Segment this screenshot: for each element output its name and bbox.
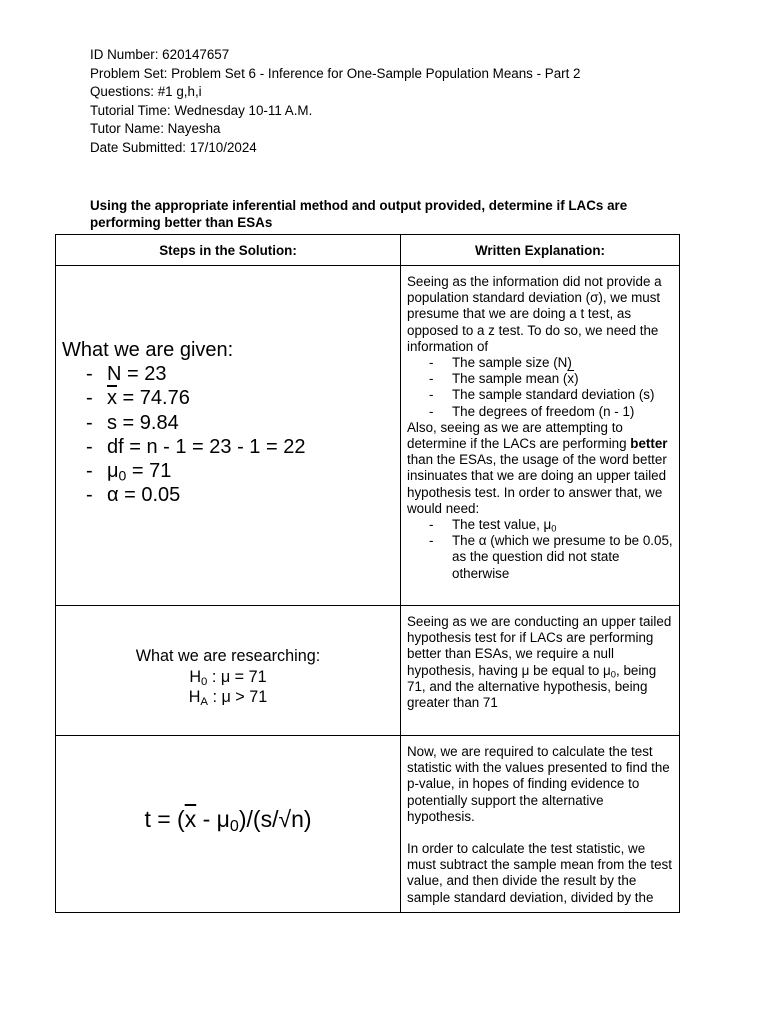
explanation-paragraph: Now, we are required to calculate the test statistic with the values presented to find the p-value, in hopes of finding evidence to potentially support the alternative hypothesis. (407, 744, 670, 824)
given-list (62, 362, 305, 507)
given-item-mu (62, 459, 305, 483)
paragraph-text: Also, seeing as we are attempting to determine if the LACs are performing (407, 419, 631, 452)
mu-symbol: μ (107, 460, 119, 483)
explanation-paragraph (407, 420, 673, 517)
xbar-value: = 74.76 (117, 387, 190, 410)
table-header-row (56, 235, 680, 266)
formula-part: t = ( (144, 806, 185, 832)
given-item-s: - s = 9.84 (62, 411, 305, 435)
given-title: What we are given: (62, 339, 234, 361)
table-row (56, 266, 680, 606)
hypothesis-text: : μ > 71 (207, 688, 268, 706)
questions-line: Questions: #1 g,h,i (90, 84, 202, 100)
mu-value: = 71 (126, 460, 172, 483)
list-item: - The α (which we presume to be 0.05, as the question did not state otherwise (407, 533, 673, 582)
explanation-column-header: Written Explanation: (401, 235, 680, 266)
given-item-xbar (62, 386, 305, 410)
explanation-cell (401, 606, 680, 736)
explanation-paragraph: In order to calculate the test statistic, we must subtract the sample mean from the test value, and then divide the result by the sample standard deviation, divided by the (407, 841, 672, 905)
research-title: What we are researching: (135, 647, 321, 665)
research-cell (56, 606, 401, 736)
list-item: - The sample standard deviation (s) (407, 387, 673, 403)
explanation-cell (401, 736, 680, 913)
mu-subscript: 0 (551, 523, 557, 534)
hypothesis-label: H (189, 667, 202, 686)
mu-subscript: 0 (229, 817, 239, 836)
hypothesis-text: : μ = 71 (207, 667, 267, 686)
alternative-hypothesis (56, 687, 400, 708)
hypothesis-needs-list (407, 517, 673, 582)
explanation-cell (401, 266, 680, 606)
list-item-text: The sample mean ( (452, 371, 568, 387)
question-prompt: Using the appropriate inferential method and output provided, determine if LACs are performing better than ESAs (90, 198, 628, 230)
list-item: - The sample size (N) (407, 355, 673, 371)
given-item-df: - df = n - 1 = 23 - 1 = 22 (62, 435, 305, 459)
research-block (56, 646, 400, 708)
id-number-line: ID Number: 620147657 (90, 47, 230, 62)
hypothesis-subscript: A (200, 695, 208, 708)
mu-subscript: 0 (610, 668, 616, 679)
document-header (90, 46, 580, 158)
hypothesis-subscript: 0 (201, 675, 208, 688)
hypothesis-label: H (188, 688, 201, 706)
bold-word: better (630, 436, 668, 452)
xbar-symbol: $\overline{x}$ (567, 371, 575, 387)
required-info-list (407, 355, 673, 420)
formula-cell (56, 736, 401, 913)
steps-column-header: Steps in the Solution: (56, 235, 401, 266)
date-submitted-line: Date Submitted: 17/10/2024 (90, 139, 257, 155)
xbar-symbol: $\overline{x}$ (107, 387, 117, 410)
null-hypothesis (56, 667, 400, 688)
mu-subscript: 0 (118, 467, 127, 484)
solution-table (55, 234, 680, 913)
paragraph-text: than the ESAs, the usage of the word better insinuates that we are doing an upper tailed hypothesis test. In order to answer that, we would need: (407, 452, 667, 516)
table-row (56, 606, 680, 736)
tutor-name-line: Tutor Name: Nayesha (90, 121, 221, 137)
given-values (62, 338, 305, 507)
given-cell (56, 266, 401, 606)
xbar-symbol: $\overline{x}$ (184, 806, 197, 832)
paragraph-text: , being 71, and the alternative hypothesis, being greater than 71 (407, 662, 657, 711)
given-item-alpha: - α = 0.05 (62, 483, 305, 507)
list-item-text: ) (574, 371, 579, 387)
explanation-paragraph (407, 614, 673, 711)
tutorial-time-line: Tutorial Time: Wednesday 10-11 A.M. (90, 102, 313, 118)
list-item (407, 517, 673, 533)
explanation-paragraph: Seeing as the information did not provide a population standard deviation (σ), we must presume that we are doing a t test, as opposed to a z test. To do so, we need the information of (407, 274, 662, 354)
problem-set-line: Problem Set: Problem Set 6 - Inference for One-Sample Population Means - Part 2 (90, 65, 581, 81)
list-item (407, 371, 673, 387)
formula-part: )/(s/√n) (238, 806, 312, 832)
given-item-n: - N = 23 (62, 362, 305, 386)
test-statistic-formula (56, 804, 400, 834)
paragraph-text: Seeing as we are conducting an upper tailed hypothesis test for if LACs are performing better than ESAs, we require a null hypothesis, having μ be equal to μ (407, 614, 672, 678)
formula-part: - μ (196, 806, 230, 832)
list-item-text: The test value, μ (452, 517, 552, 533)
list-item: - The degrees of freedom (n - 1) (407, 404, 673, 420)
table-row (56, 736, 680, 913)
